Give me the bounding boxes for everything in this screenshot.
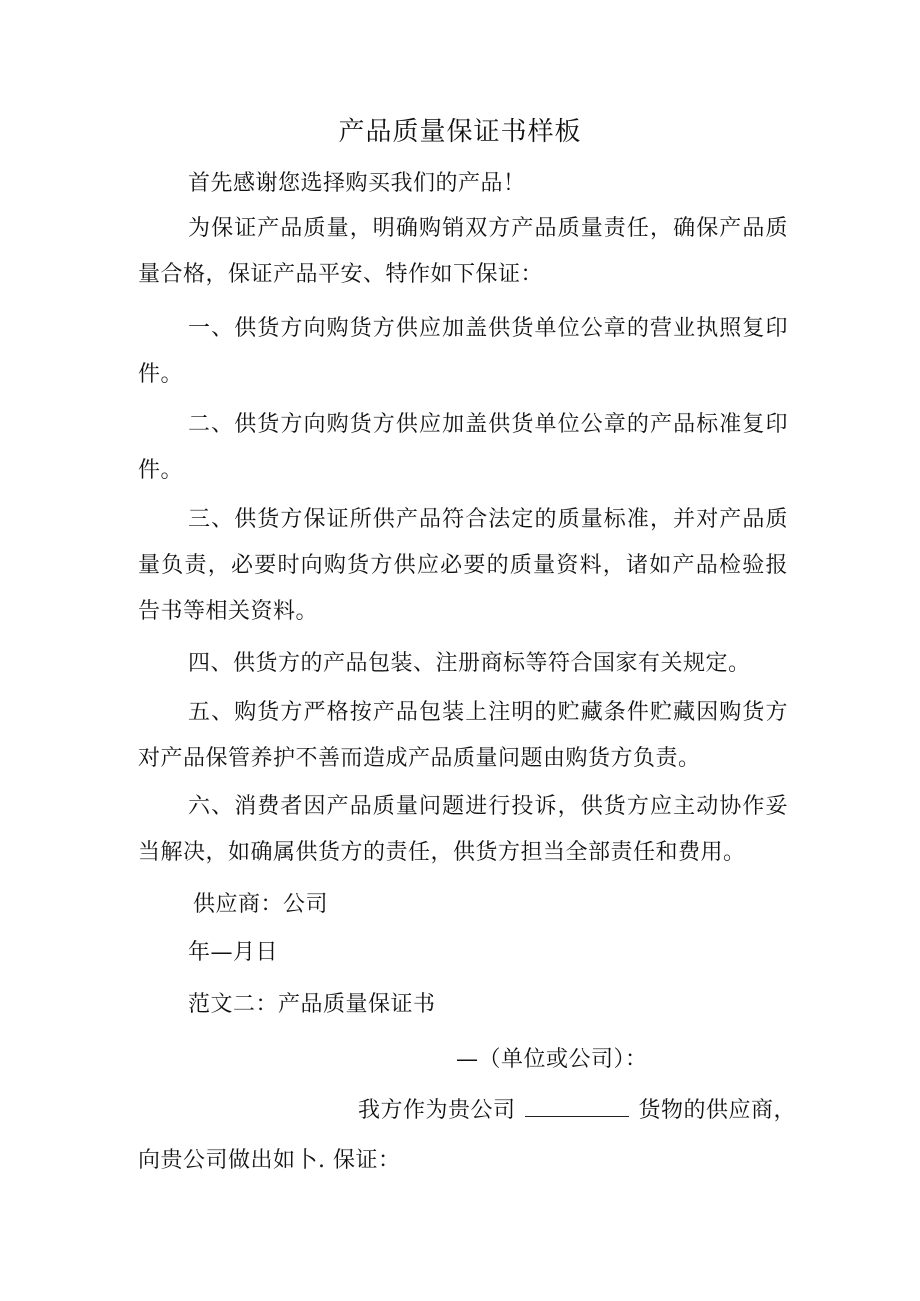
clause-4: 四、供货方的产品包装、注册商标等符合国家有关规定。 [188, 651, 751, 676]
document-title: 产品质量保证书样板 [338, 117, 582, 147]
clause-5: 五、购货方严格按产品包装上注明的贮藏条件贮藏因购货方对产品保管养护不善而造成产品质量问题由购货方负责。 [138, 700, 788, 771]
goods-name-blank [525, 1090, 629, 1117]
statement-part-2: 货物的供应商， [638, 1098, 797, 1123]
statement-part-1: 我方作为贵公司 [358, 1098, 516, 1123]
supplier-signature-line: 供应商：公司 [193, 892, 329, 917]
statement-line-2: 向贵公司做出如卜. 保证： [138, 1148, 401, 1173]
statement-line-1 [358, 1088, 796, 1134]
clause-2: 二、供货方向购货方供应加盖供货单位公章的产品标准复印件。 [138, 412, 788, 483]
clause-3: 三、供货方保证所供产品符合法定的质量标准，并对产品质量负责，必要时向购货方供应必要的质量资料，诸如产品检验报告书等相关资料。 [138, 507, 788, 624]
sample-two-heading: 范文二：产品质量保证书 [188, 992, 436, 1017]
intro-paragraph: 为保证产品质量，明确购销双方产品质量责任，确保产品质量合格，保证产品平安、特作如下保证： [138, 216, 788, 287]
addressee-line: —（单位或公司）： [456, 1047, 648, 1072]
clause-1: 一、供货方向购货方供应加盖供货单位公章的营业执照复印件。 [138, 316, 788, 387]
greeting-text: 首先感谢您选择购买我们的产品！ [188, 171, 526, 196]
clause-6: 六、消费者因产品质量问题进行投诉，供货方应主动协作妥当解决，如确属供货方的责任，供货方担当全部责任和费用。 [138, 794, 788, 865]
date-line: 年—月日 [188, 940, 279, 965]
